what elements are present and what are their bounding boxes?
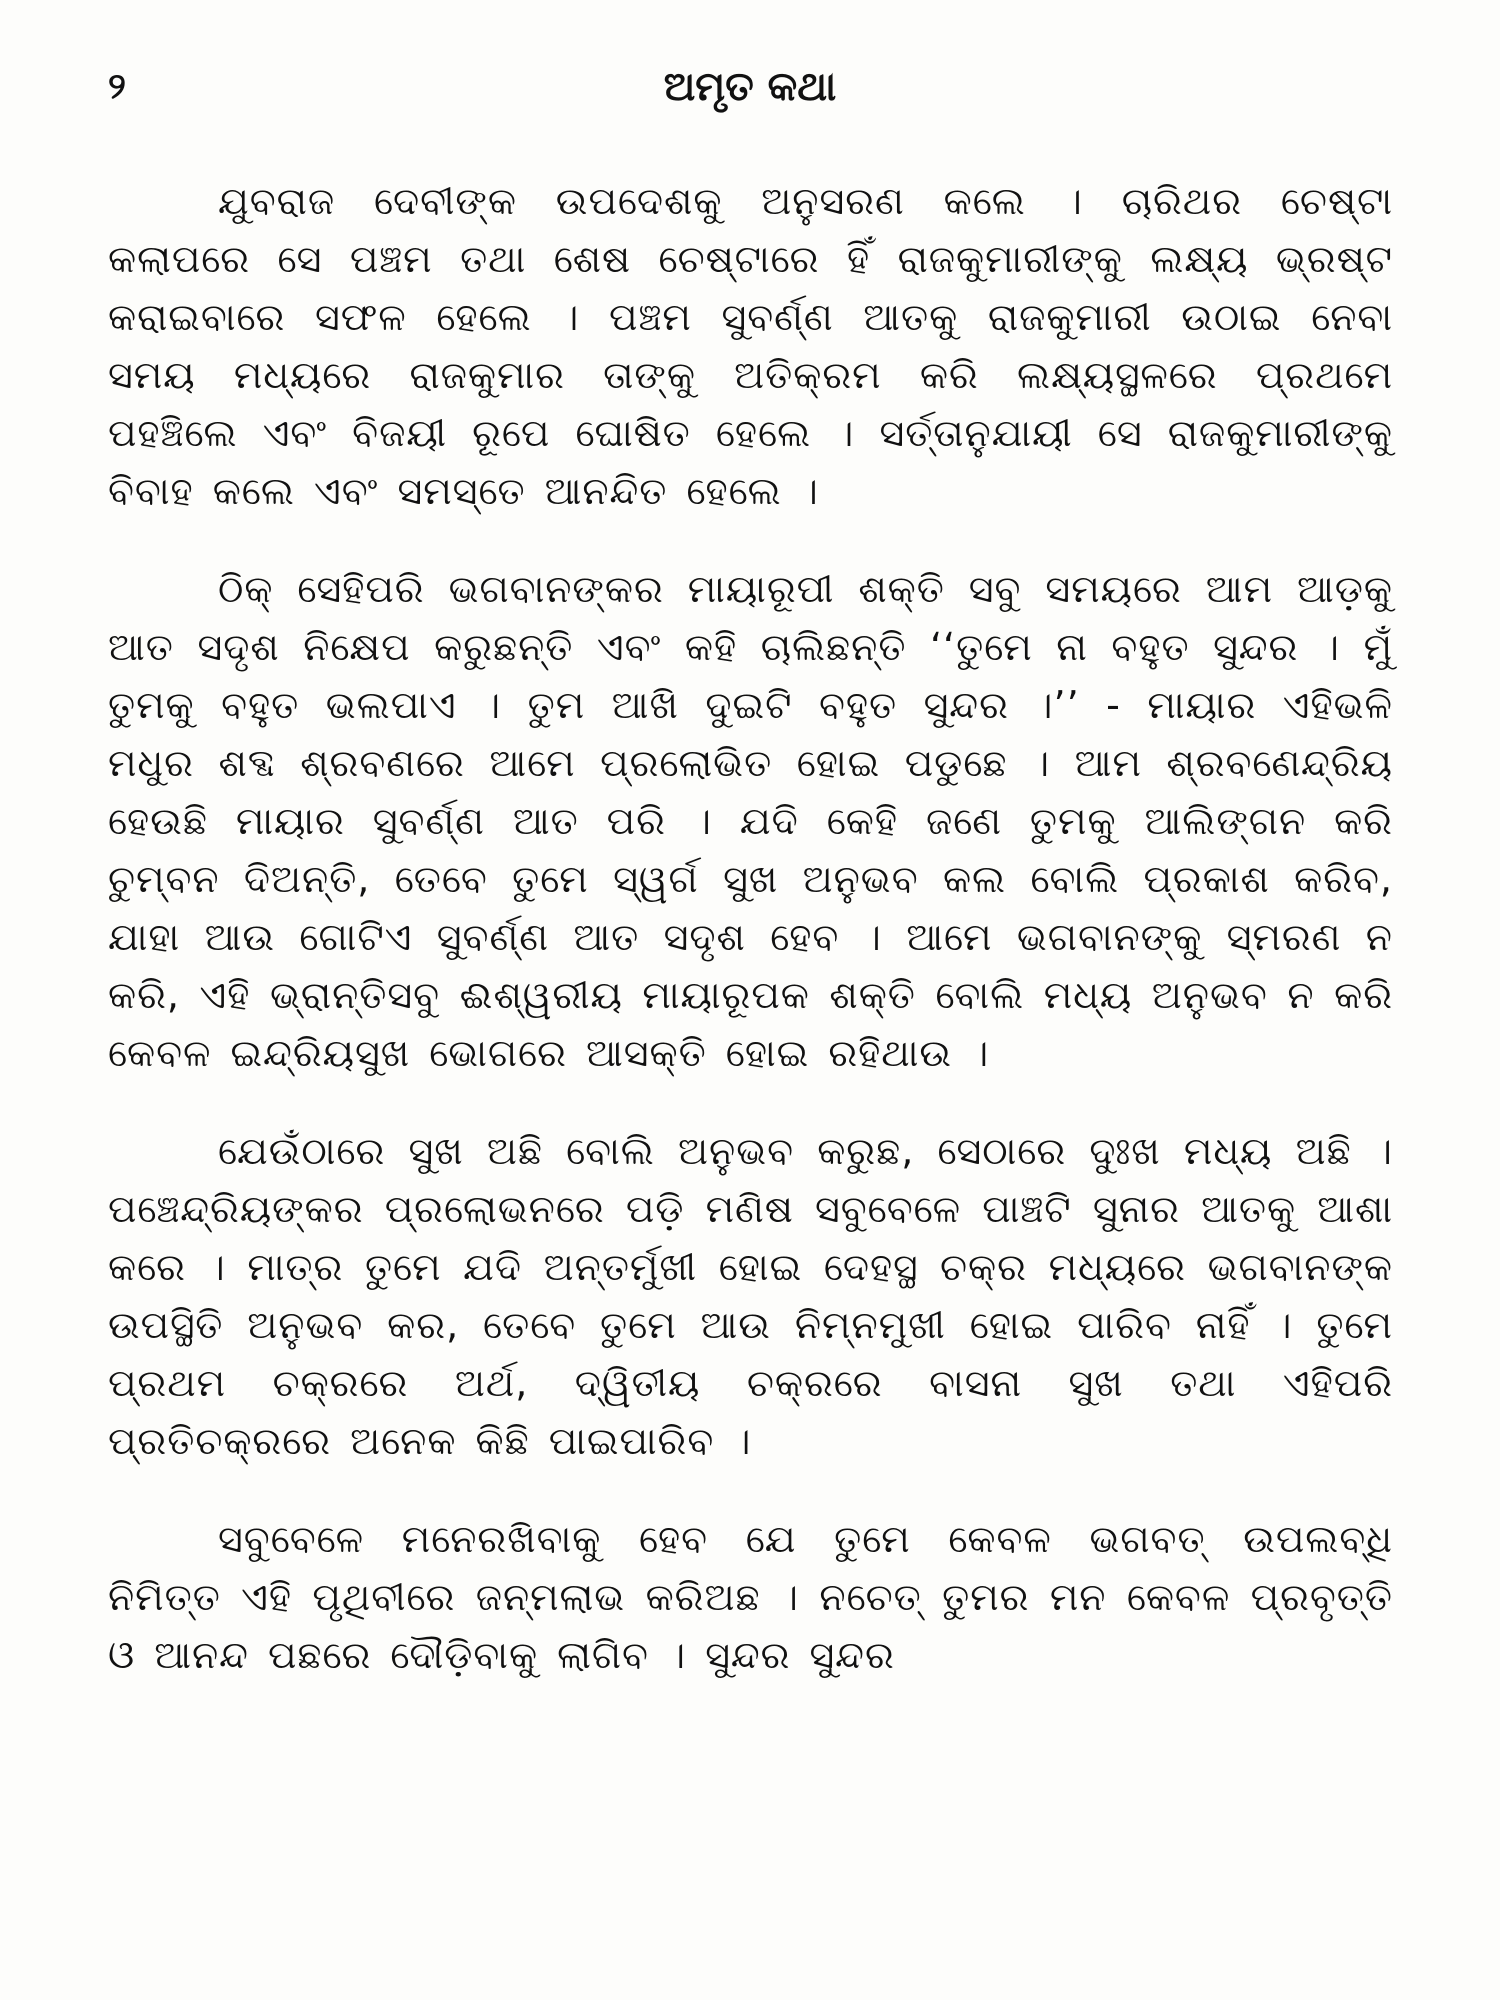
page-header: [0, 62, 1500, 122]
page-number: ୨: [108, 66, 126, 107]
running-title: ଅମୃତ କଥା: [663, 64, 837, 110]
body-text: [108, 172, 1393, 1684]
paragraph-2: ଠିକ୍ ସେହିପରି ଭଗବାନଙ୍କର ମାୟାରୂପୀ ଶକ୍ତି ସବୁ ସମୟରେ ଆମ ଆଡ଼କୁ ଆତ ସଦୃଶ ନିକ୍ଷେପ କରୁଛନ୍ତି ଏବଂ କହି ଚାଲିଛନ୍ତି ‘‘ତୁମେ ନା ବହୁତ ସୁନ୍ଦର । ମୁଁ ତୁମକୁ ବହୁତ ଭଲପାଏ । ତୁମ ଆଖି ଦୁଇଟି ବହୁତ ସୁନ୍ଦର ।’’ - ମାୟାର ଏହିଭଳି ମଧୁର ଶବ୍ଦ ଶ୍ରବଣରେ ଆମେ ପ୍ରଲୋଭିତ ହୋଇ ପଡୁଛେ । ଆମ ଶ୍ରବଣେନ୍ଦ୍ରିୟ ହେଉଛି ମାୟାର ସୁବର୍ଣ୍ଣ ଆତ ପରି । ଯଦି କେହି ଜଣେ ତୁମକୁ ଆଲିଙ୍ଗନ କରି ଚୁମ୍ବନ ଦିଅନ୍ତି, ତେବେ ତୁମେ ସ୍ୱର୍ଗ ସୁଖ ଅନୁଭବ କଲ ବୋଲି ପ୍ରକାଶ କରିବ, ଯାହା ଆଉ ଗୋଟିଏ ସୁବର୍ଣ୍ଣ ଆତ ସଦୃଶ ହେବ । ଆମେ ଭଗବାନଙ୍କୁ ସ୍ମରଣ ନ କରି, ଏହି ଭ୍ରାନ୍ତିସବୁ ଈଶ୍ୱରୀୟ ମାୟାରୂପକ ଶକ୍ତି ବୋଲି ମଧ୍ୟ ଅନୁଭବ ନ କରି କେବଳ ଇନ୍ଦ୍ରିୟସୁଖ ଭୋଗରେ ଆସକ୍ତି ହୋଇ ରହିଥାଉ ।: [108, 567, 1393, 1075]
paragraph-4: ସବୁବେଳେ ମନେରଖିବାକୁ ହେବ ଯେ ତୁମେ କେବଳ ଭଗବତ୍ ଉପଲବ୍ଧି ନିମିତ୍ତ ଏହି ପୃଥିବୀରେ ଜନ୍ମଲାଭ କରିଅଛ । ନଚେତ୍ ତୁମର ମନ କେବଳ ପ୍ରବୃତ୍ତି ଓ ଆନନ୍ଦ ପଛରେ ଦୌଡ଼ିବାକୁ ଲାଗିବ । ସୁନ୍ଦର ସୁନ୍ଦର: [108, 1517, 1393, 1677]
paragraph-1: ଯୁବରାଜ ଦେବୀଙ୍କ ଉପଦେଶକୁ ଅନୁସରଣ କଲେ । ଚାରିଥର ଚେଷ୍ଟା କଲାପରେ ସେ ପଞ୍ଚମ ତଥା ଶେଷ ଚେଷ୍ଟାରେ ହିଁ ରାଜକୁମାରୀଙ୍କୁ ଲକ୍ଷ୍ୟ ଭ୍ରଷ୍ଟ କରାଇବାରେ ସଫଳ ହେଲେ । ପଞ୍ଚମ ସୁବର୍ଣ୍ଣ ଆତକୁ ରାଜକୁମାରୀ ଉଠାଇ ନେବା ସମୟ ମଧ୍ୟରେ ରାଜକୁମାର ତାଙ୍କୁ ଅତିକ୍ରମ କରି ଲକ୍ଷ୍ୟସ୍ଥଳରେ ପ୍ରଥମେ ପହଞ୍ଚିଲେ ଏବଂ ବିଜୟୀ ରୂପେ ଘୋଷିତ ହେଲେ । ସର୍ତ୍ତାନୁଯାୟୀ ସେ ରାଜକୁମାରୀଙ୍କୁ ବିବାହ କଲେ ଏବଂ ସମସ୍ତେ ଆନନ୍ଦିତ ହେଲେ ।: [108, 179, 1393, 513]
paragraph-3: ଯେଉଁଠାରେ ସୁଖ ଅଛି ବୋଲି ଅନୁଭବ କରୁଛ, ସେଠାରେ ଦୁଃଖ ମଧ୍ୟ ଅଛି । ପଞ୍ଚେନ୍ଦ୍ରିୟଙ୍କର ପ୍ରଲୋଭନରେ ପଡ଼ି ମଣିଷ ସବୁବେଳେ ପାଞ୍ଚଟି ସୁନାର ଆତକୁ ଆଶା କରେ । ମାତ୍ର ତୁମେ ଯଦି ଅନ୍ତର୍ମୁଖୀ ହୋଇ ଦେହସ୍ଥ ଚକ୍ର ମଧ୍ୟରେ ଭଗବାନଙ୍କ ଉପସ୍ଥିତି ଅନୁଭବ କର, ତେବେ ତୁମେ ଆଉ ନିମ୍ନମୁଖୀ ହୋଇ ପାରିବ ନାହିଁ । ତୁମେ ପ୍ରଥମ ଚକ୍ରରେ ଅର୍ଥ, ଦ୍ୱିତୀୟ ଚକ୍ରରେ ବାସନା ସୁଖ ତଥା ଏହିପରି ପ୍ରତିଚକ୍ରରେ ଅନେକ କିଛି ପାଇପାରିବ ।: [108, 1129, 1393, 1463]
